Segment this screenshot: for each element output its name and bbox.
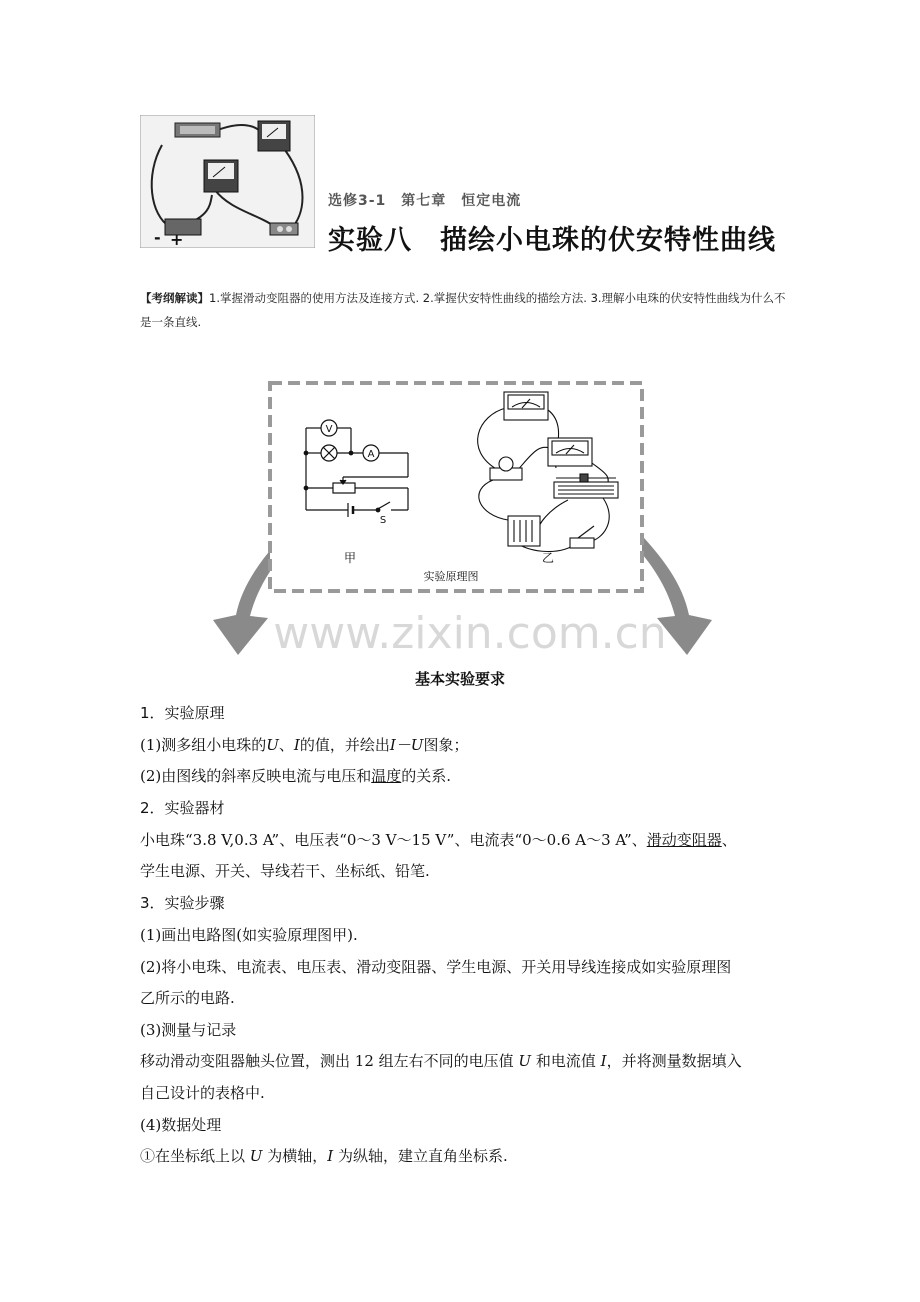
ammeter-symbol: A bbox=[367, 449, 375, 460]
paragraph-record: 移动滑动变阻器触头位置，测出 12 组左右不同的电压值 U 和电流值 I，并将测量数据填入 bbox=[140, 1052, 742, 1070]
paragraph-step-4: (4)数据处理 bbox=[140, 1116, 222, 1134]
paragraph-principle-1: (1)测多组小电珠的U、I的值，并绘出I－U图象； bbox=[140, 736, 469, 754]
heading-steps: 3．实验步骤 bbox=[140, 894, 225, 912]
outline-tag: 【考纲解读】 bbox=[140, 291, 209, 305]
principle-figure bbox=[208, 380, 713, 655]
svg-text:+: + bbox=[170, 230, 184, 248]
syllabus-outline bbox=[140, 286, 790, 334]
chapter-subtitle: 选修3-1 第七章 恒定电流 bbox=[328, 193, 522, 209]
voltmeter-symbol: V bbox=[325, 424, 333, 435]
heading-equipment: 2．实验器材 bbox=[140, 799, 225, 817]
heading-principle: 1．实验原理 bbox=[140, 704, 225, 722]
paragraph-data-1: ①在坐标纸上以 U 为横轴，I 为纵轴，建立直角坐标系. bbox=[140, 1147, 508, 1165]
watermark: www.zixin.com.cn bbox=[273, 608, 667, 655]
outline-text: 1.掌握滑动变阻器的使用方法及连接方式. 2.掌握伏安特性曲线的描绘方法. 3.理解小电珠的伏安特性曲线为什么不是一条直线. bbox=[140, 291, 786, 329]
paragraph-step-2: (2)将小电珠、电流表、电压表、滑动变阻器、学生电源、开关用导线连接成如实验原理图 bbox=[140, 958, 732, 976]
section-heading: 基本实验要求 bbox=[414, 670, 505, 688]
paragraph-equipment-1: 小电珠“3.8 V,0.3 A”、电压表“0～3 V～15 V”、电流表“0～0.6 A～3 A”、滑动变阻器、 bbox=[140, 831, 737, 849]
paragraph-step-2-cont: 乙所示的电路. bbox=[140, 989, 235, 1007]
label-jia: 甲 bbox=[343, 551, 357, 565]
paragraph-equipment-2: 学生电源、开关、导线若干、坐标纸、铅笔. bbox=[140, 862, 430, 880]
label-yi: 乙 bbox=[541, 551, 555, 565]
paragraph-record-cont: 自己设计的表格中. bbox=[140, 1084, 265, 1102]
figure-caption: 实验原理图 bbox=[423, 570, 479, 583]
paragraph-step-1: (1)画出电路图(如实验原理图甲). bbox=[140, 926, 358, 944]
apparatus-photo bbox=[140, 115, 315, 248]
svg-text:-: - bbox=[154, 228, 161, 247]
page-title: 实验八 描绘小电珠的伏安特性曲线 bbox=[328, 225, 776, 256]
switch-label: S bbox=[379, 515, 387, 526]
paragraph-step-3: (3)测量与记录 bbox=[140, 1021, 237, 1039]
paragraph-principle-2: (2)由图线的斜率反映电流与电压和温度的关系. bbox=[140, 767, 452, 785]
